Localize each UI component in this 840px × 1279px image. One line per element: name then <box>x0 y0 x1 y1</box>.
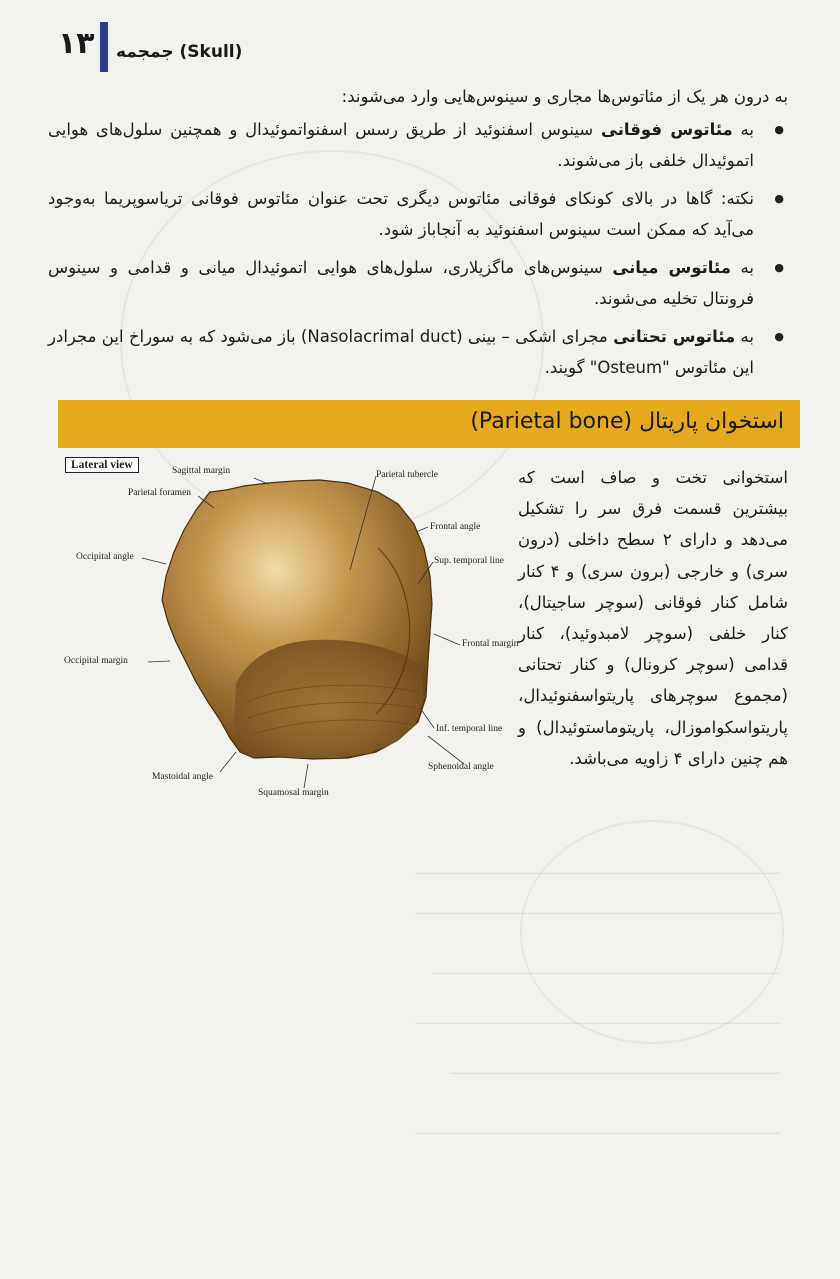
parietal-bone-illustration <box>58 452 528 812</box>
show-through-text: ـــــــــــــــــــــــــــــــــــــــــــــــــــــــــــــــــــــــــــــــــــ <box>415 1120 780 1138</box>
label-sup-temporal-line: Sup. temporal line <box>434 556 504 566</box>
label-sphenoidal-angle: Sphenoidal angle <box>428 762 494 772</box>
label-sagittal-margin: Sagittal margin <box>172 466 231 476</box>
header-accent-bar <box>100 22 108 72</box>
intro-paragraph: به درون هر یک از مئاتوس‌ها مجاری و سینوس‌هایی وارد می‌شوند: <box>341 87 788 106</box>
chapter-title: جمجمه (Skull) <box>116 42 243 62</box>
label-frontal-margin: Frontal margin <box>462 639 519 649</box>
label-inf-temporal-line: Inf. temporal line <box>436 724 503 734</box>
list-item: ● به مئاتوس تحتانی مجرای اشکی – بینی (Nasolacrimal duct) باز می‌شود که به سوراخ این مجرادر این مئاتوس "Osteum" گویند. <box>48 321 788 383</box>
label-occipital-angle: Occipital angle <box>76 552 134 562</box>
label-mastoidal-angle: Mastoidal angle <box>152 772 213 782</box>
bullet-list <box>48 114 788 390</box>
label-frontal-angle: Frontal angle <box>430 522 481 532</box>
label-parietal-tubercle: Parietal tubercle <box>376 470 438 480</box>
keyword: مئاتوس فوقانی <box>601 120 733 139</box>
list-item: ● به مئاتوس فوقانی سینوس اسفنوئید از طریق رسس اسفنواتموئیدال و همچنین سلول‌های هوایی اتموئیدال خلفی باز می‌شوند. <box>48 114 788 176</box>
section-banner <box>58 400 800 448</box>
view-label: Lateral view <box>65 457 139 473</box>
list-item: ● نکته: گاها در بالای کونکای فوقانی مئاتوس دیگری تحت عنوان مئاتوس فوقانی تریاسوپریما به‌وجود می‌آید که ممکن است سینوس اسفنوئید به آنجاباز شود. <box>48 183 788 245</box>
keyword: مئاتوس میانی <box>612 258 731 277</box>
keyword: مئاتوس تحتانی <box>613 327 736 346</box>
label-occipital-margin: Occipital margin <box>64 656 128 666</box>
show-through-text: ـــــــــــــــــــــــــــــــــــــــــــــــــــــــــــــــــــــــــــــــــــ <box>415 900 780 918</box>
show-through-text: ـــــــــــــــــــــــــــــــــــــــــــــــــــــــــــــــــــــــــــــــــــ <box>415 860 780 878</box>
show-through-text: ـــــــــــــــــــــــــــــــــــــــــــــــــــــــــــــــــــــــــــــــ <box>432 960 780 978</box>
show-through-text: ـــــــــــــــــــــــــــــــــــــــــــــــــــــــــــــــــــــــــــــــــــ <box>415 1010 780 1028</box>
label-squamosal-margin: Squamosal margin <box>258 788 329 798</box>
parietal-description: استخوانی تخت و صاف است که بیشترین قسمت فرق سر را تشکیل می‌دهد و دارای ۲ سطح داخلی (درون سری) و خارجی (برون سری) و ۴ کنار شامل کنار فوقانی (سوچر ساجیتال)، کنار خلفی (سوچر لامبدوئید)، کنار قدامی (سوچر کرونال) و کنار تحتانی (مجموع سوچرهای پاریتواسفنوئیدال، پاریتواسکواموزال، پاریتوماستوئیدال) و هم چنین دارای ۴ زاویه می‌باشد. <box>518 468 788 768</box>
show-through-text: ـــــــــــــــــــــــــــــــــــــــــــــــــــــــــــــــــــــــــــ <box>450 1060 780 1078</box>
section-title: استخوان پاریتال (Parietal bone) <box>470 409 784 434</box>
squamous-region <box>234 640 424 758</box>
parietal-bone-figure <box>58 452 528 812</box>
page-number: ۱۳ <box>58 26 95 61</box>
label-parietal-foramen: Parietal foramen <box>128 488 192 498</box>
list-item: ● به مئاتوس میانی سینوس‌های ماگزیلاری، سلول‌های هوایی اتموئیدال میانی و قدامی و سینوس فرونتال تخلیه می‌شوند. <box>48 252 788 314</box>
